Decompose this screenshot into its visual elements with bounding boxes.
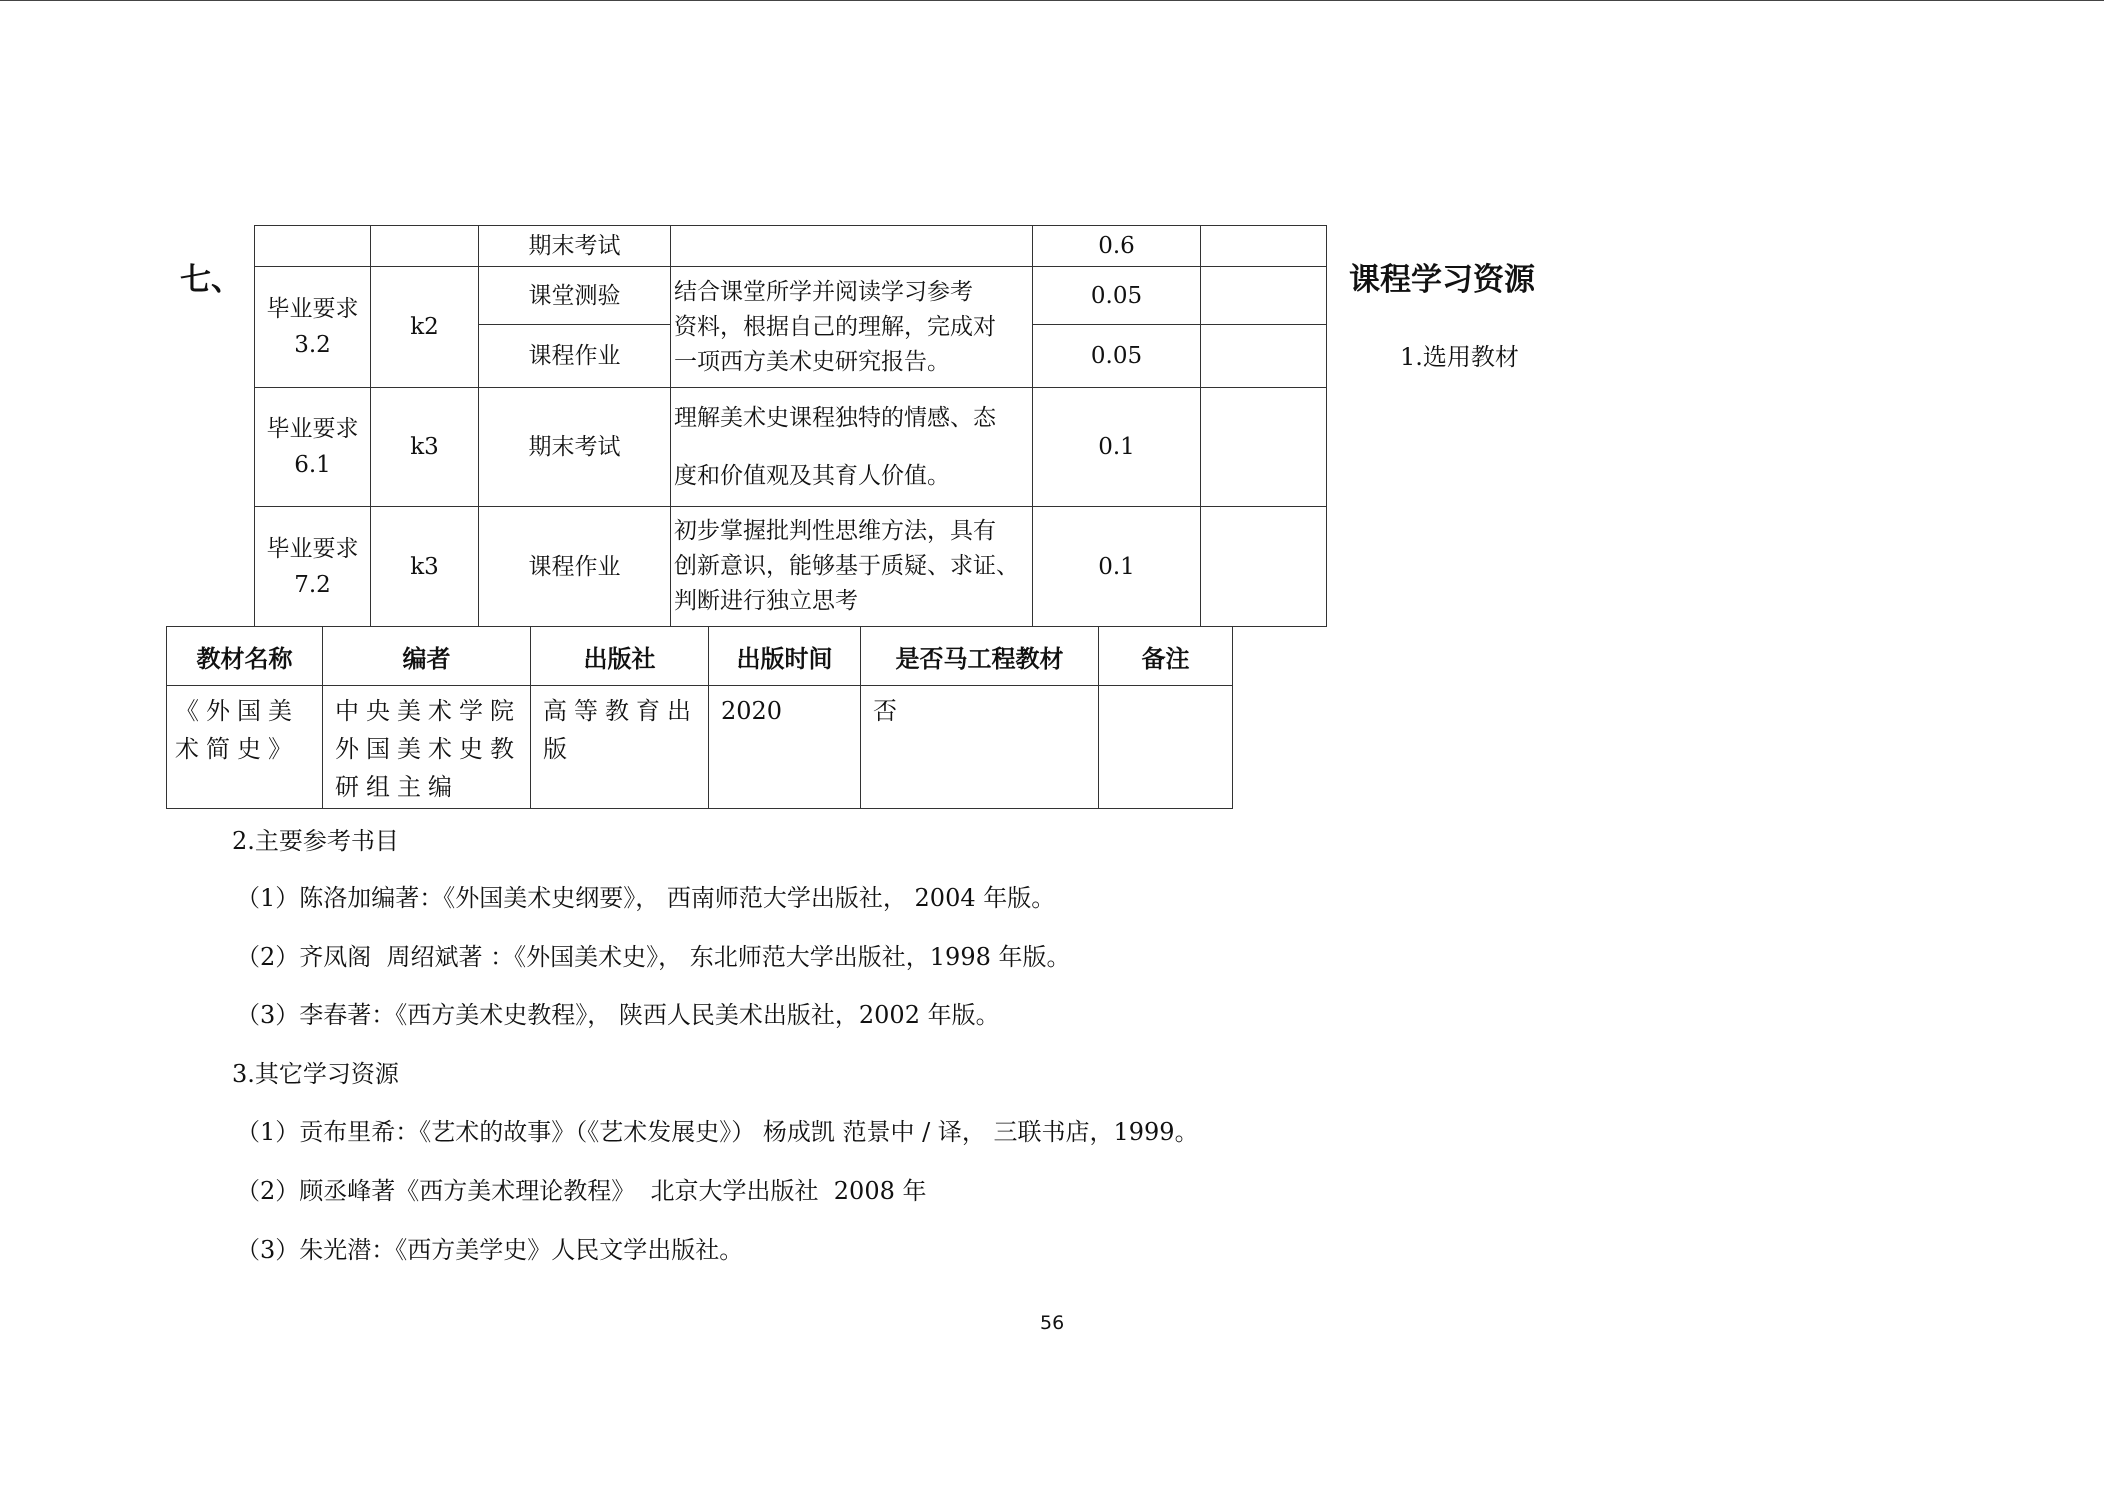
desc-cell — [671, 267, 1033, 388]
k-cell: k2 — [371, 267, 479, 388]
method-cell: 期末考试 — [479, 388, 671, 507]
note-cell — [1201, 226, 1327, 267]
desc-line: 度和价值观及其育人价值。 — [674, 463, 950, 489]
other-resources-title: 3.其它学习资源 — [232, 1060, 399, 1088]
req-label: 毕业要求 — [266, 296, 359, 322]
desc-cell — [671, 507, 1033, 627]
reference-item: （1）陈洛加编著：《外国美术史纲要》， 西南师范大学出版社， 2004 年版。 — [236, 884, 1056, 912]
table-row — [255, 226, 1327, 267]
weight-cell: 0.1 — [1033, 388, 1201, 507]
note-cell — [1201, 267, 1327, 325]
req-label: 毕业要求 — [266, 416, 359, 442]
note-cell — [1201, 325, 1327, 388]
section-number: 七、 — [180, 262, 242, 298]
textbook-editor: 中央美术学院外国美术史教研组主编 — [323, 686, 531, 809]
req-cell — [255, 226, 371, 267]
req-number: 3.2 — [294, 332, 331, 358]
assessment-table — [254, 225, 1327, 627]
textbook-table — [166, 626, 1233, 809]
textbook-subtitle: 1.选用教材 — [1400, 343, 1519, 371]
col-header-note: 备注 — [1099, 627, 1233, 686]
desc-line: 初步掌握批判性思维方法，具有 — [674, 518, 996, 544]
k-cell: k3 — [371, 507, 479, 627]
desc-line: 一项西方美术史研究报告。 — [674, 348, 950, 375]
col-header-publisher: 出版社 — [531, 627, 709, 686]
col-header-editor: 编者 — [323, 627, 531, 686]
method-cell: 期末考试 — [479, 226, 671, 267]
textbook-year: 2020 — [709, 686, 861, 809]
table-row — [255, 388, 1327, 507]
desc-cell — [671, 226, 1033, 267]
desc-line: 理解美术史课程独特的情感、态 — [674, 405, 996, 431]
textbook-marx: 否 — [861, 686, 1099, 809]
table-header-row — [167, 627, 1233, 686]
resource-item: （3）朱光潜：《西方美学史》人民文学出版社。 — [236, 1236, 744, 1264]
weight-cell: 0.1 — [1033, 507, 1201, 627]
req-number: 6.1 — [294, 452, 331, 478]
textbook-note — [1099, 686, 1233, 809]
table-row — [255, 507, 1327, 627]
req-label: 毕业要求 — [266, 535, 359, 562]
page-number: 56 — [1040, 1312, 1065, 1334]
method-cell: 课程作业 — [479, 507, 671, 627]
top-border-line — [0, 0, 2104, 1]
note-cell — [1201, 507, 1327, 627]
k-cell: k3 — [371, 388, 479, 507]
resource-item: （1）贡布里希：《艺术的故事》（《艺术发展史》） 杨成凯 范景中 / 译， 三联书店，1999。 — [236, 1118, 1199, 1146]
desc-cell — [671, 388, 1033, 507]
req-number: 7.2 — [294, 571, 331, 598]
method-cell: 课程作业 — [479, 325, 671, 388]
table-row — [167, 686, 1233, 809]
req-cell — [255, 388, 371, 507]
desc-line: 资料，根据自己的理解，完成对 — [674, 313, 996, 340]
weight-cell: 0.05 — [1033, 325, 1201, 388]
method-cell: 课堂测验 — [479, 267, 671, 325]
col-header-year: 出版时间 — [709, 627, 861, 686]
table-row — [255, 267, 1327, 325]
desc-line: 判断进行独立思考 — [674, 588, 858, 614]
reference-item: （2）齐凤阁 周绍斌著 ：《外国美术史》， 东北师范大学出版社，1998 年版。 — [236, 943, 1071, 971]
desc-line: 创新意识，能够基于质疑、求证、 — [674, 553, 1019, 579]
weight-cell: 0.6 — [1033, 226, 1201, 267]
col-header-marx: 是否马工程教材 — [861, 627, 1099, 686]
col-header-name: 教材名称 — [167, 627, 323, 686]
section-title: 课程学习资源 — [1349, 262, 1535, 298]
k-cell — [371, 226, 479, 267]
textbook-name: 《外国美术简史》 — [167, 686, 323, 809]
weight-cell: 0.05 — [1033, 267, 1201, 325]
desc-line: 结合课堂所学并阅读学习参考 — [674, 278, 973, 305]
req-cell — [255, 507, 371, 627]
reference-item: （3）李春著：《西方美术史教程》， 陕西人民美术出版社，2002 年版。 — [236, 1001, 1000, 1029]
references-title: 2.主要参考书目 — [232, 827, 399, 855]
textbook-publisher: 高等教育出版 — [531, 686, 709, 809]
note-cell — [1201, 388, 1327, 507]
resource-item: （2）顾丞峰著《西方美术理论教程》 北京大学出版社 2008 年 — [236, 1177, 927, 1205]
req-cell — [255, 267, 371, 388]
